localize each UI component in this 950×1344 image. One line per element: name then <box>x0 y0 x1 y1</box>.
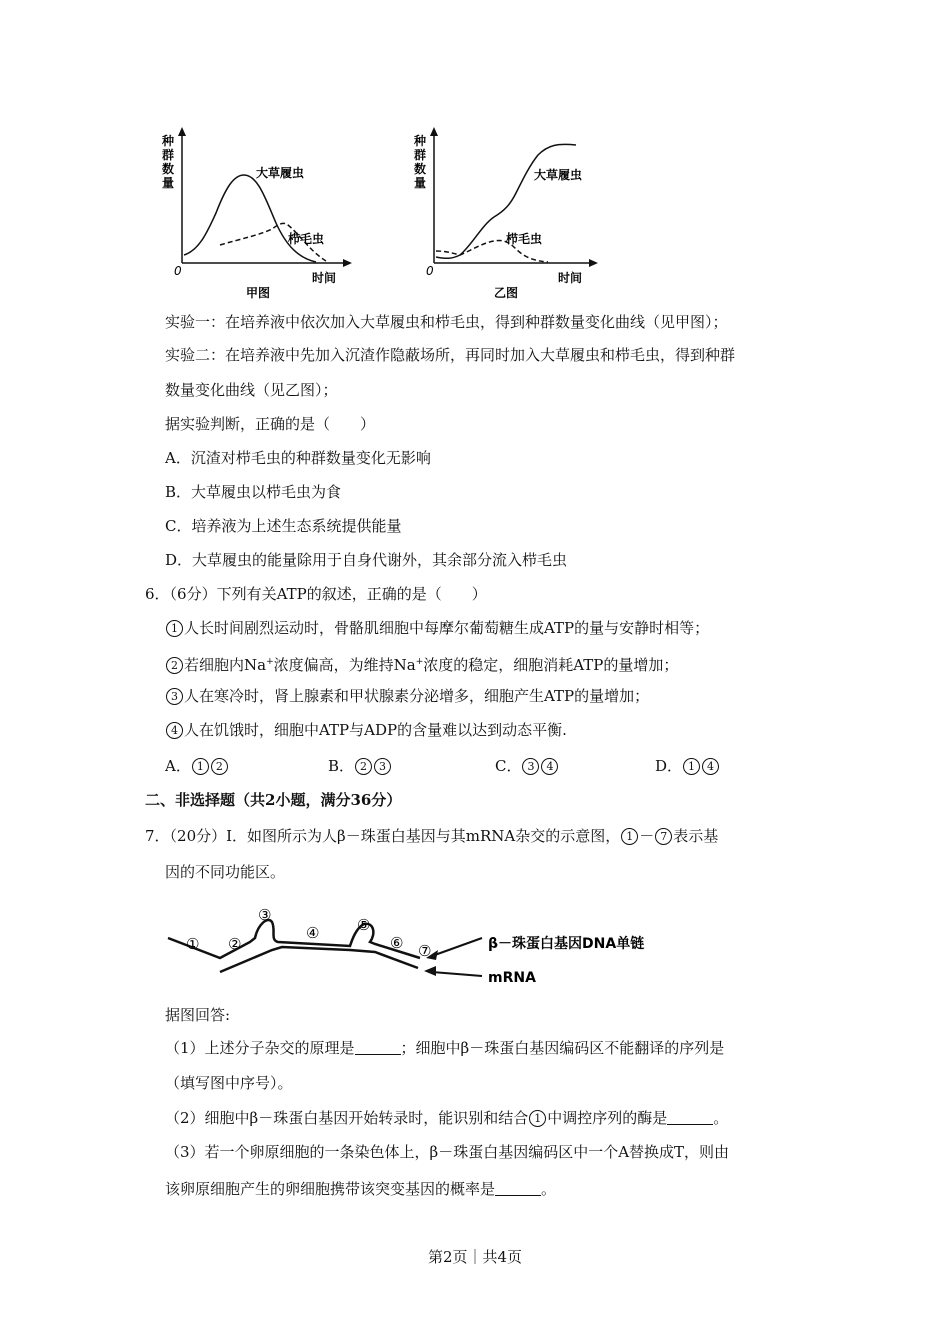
q7-stem-line2: 因的不同功能区。 <box>165 863 286 881</box>
answer-blank[interactable] <box>495 1181 541 1196</box>
q6-stem: 6．（6分）下列有关ATP的叙述，正确的是（ ） <box>145 585 487 603</box>
circled-number: 2 <box>211 758 228 775</box>
q6-item-1-text: 人长时间剧烈运动时，骨骼肌细胞中每摩尔葡萄糖生成ATP的量与安静时相等； <box>184 619 710 637</box>
dna-strand <box>168 920 420 958</box>
q7-part-1-line2: （填写图中序号）。 <box>165 1074 293 1092</box>
q7-part-1-text-a: （1）上述分子杂交的原理是 <box>165 1039 355 1057</box>
option-letter: C． <box>495 757 522 775</box>
circled-number: 1 <box>683 758 700 775</box>
q7-stem-line1 <box>145 826 718 846</box>
q7-part-2 <box>165 1108 728 1128</box>
mrna-strand <box>220 947 418 972</box>
chart-b-series-label-paramecium: 大草履虫 <box>534 168 583 182</box>
chart-b-ylabel-2: 群 <box>414 148 427 162</box>
answer-blank[interactable] <box>355 1040 401 1055</box>
region-label-3: ③ <box>258 906 272 924</box>
chart-a-curve-paramecium <box>184 175 316 262</box>
q6-item-2 <box>165 652 678 675</box>
q7-part-1-text-b: ；细胞中β－珠蛋白基因编码区不能翻译的序列是 <box>400 1039 725 1057</box>
circled-number: 4 <box>541 758 558 775</box>
q7-part-2-text-a: （2）细胞中β－珠蛋白基因开始转录时，能识别和结合 <box>165 1109 529 1127</box>
chart-a-origin: 0 <box>174 264 182 278</box>
q7-answer-intro: 据图回答: <box>165 1006 231 1024</box>
circled-number: 2 <box>166 657 183 674</box>
q5-option-b: B．大草履虫以栉毛虫为食 <box>165 483 342 501</box>
circled-number: 1 <box>621 828 638 845</box>
gene-diagram <box>160 900 670 995</box>
superscript: + <box>415 657 424 667</box>
q5-option-d: D．大草履虫的能量除用于自身代谢外，其余部分流入栉毛虫 <box>165 551 568 569</box>
q5-experiment-2-line1: 实验二：在培养液中先加入沉渣作隐蔽场所，再同时加入大草履虫和栉毛虫，得到种群 <box>165 346 736 364</box>
chart-b-ylabel-3: 数 <box>414 162 427 176</box>
circled-number: 7 <box>655 828 672 845</box>
q5-experiment-2-line2: 数量变化曲线（见乙图）； <box>165 381 338 399</box>
q6-item-3-text: 人在寒冷时，肾上腺素和甲状腺素分泌增多，细胞产生ATP的量增加； <box>184 687 650 705</box>
chart-b-ylabel-4: 量 <box>414 176 427 190</box>
chart-b-xlabel: 时间 <box>558 271 583 285</box>
circled-number: 3 <box>522 758 539 775</box>
chart-b-figure <box>412 125 612 300</box>
circled-number: 1 <box>529 1110 546 1127</box>
q6-option-d <box>655 756 720 776</box>
chart-a-figure <box>160 125 360 300</box>
q5-option-c: C．培养液为上述生态系统提供能量 <box>165 517 402 535</box>
option-letter: D． <box>655 757 683 775</box>
circled-number: 1 <box>192 758 209 775</box>
circled-number: 4 <box>166 722 183 739</box>
q7-stem-text-b: 表示基 <box>673 827 719 845</box>
q6-item-2-text-c: 浓度的稳定，细胞消耗ATP的量增加； <box>423 656 679 674</box>
region-label-2: ② <box>228 935 242 953</box>
mrna-label: mRNA <box>488 970 536 986</box>
q6-item-3 <box>165 686 649 706</box>
q7-part-2-text-c: 。 <box>713 1109 729 1127</box>
q7-stem-text: 7．（20分）Ⅰ．如图所示为人β－珠蛋白基因与其mRNA杂交的示意图， <box>145 827 621 845</box>
q5-option-a: A．沉渣对栉毛虫的种群数量变化无影响 <box>165 449 431 467</box>
q5-stem: 据实验判断，正确的是（ ） <box>165 415 376 433</box>
q6-item-2-text-b: 浓度偏高，为维持Na <box>273 656 416 674</box>
q7-part-3-line1: （3）若一个卵原细胞的一条染色体上，β－珠蛋白基因编码区中一个A替换成T，则由 <box>165 1143 730 1161</box>
q5-experiment-1: 实验一：在培养液中依次加入大草履虫和栉毛虫，得到种群数量变化曲线（见甲图）； <box>165 313 728 331</box>
q6-option-a <box>165 756 229 776</box>
chart-b-ylabel-1: 种 <box>414 134 427 148</box>
answer-blank[interactable] <box>667 1110 713 1125</box>
q6-option-c <box>495 756 559 776</box>
chart-a-caption: 甲图 <box>246 286 271 300</box>
chart-b-caption: 乙图 <box>494 286 519 300</box>
section-heading: 二、非选择题（共2小题，满分36分） <box>145 791 402 809</box>
chart-a-xlabel: 时间 <box>312 271 337 285</box>
chart-a-ylabel-4: 量 <box>162 176 175 190</box>
chart-a-ylabel-2: 群 <box>162 148 175 162</box>
region-label-4: ④ <box>306 924 320 942</box>
q7-part-3-line2 <box>165 1179 556 1199</box>
circled-number: 1 <box>166 620 183 637</box>
chart-b-origin: 0 <box>426 264 434 278</box>
q6-item-2-text-a: 若细胞内Na <box>184 656 267 674</box>
q7-part-3-text-c: 。 <box>541 1180 557 1198</box>
q7-part-2-text-b: 中调控序列的酶是 <box>547 1109 668 1127</box>
chart-a-series-label-didinium: 栉毛虫 <box>288 232 325 246</box>
circled-number: 4 <box>702 758 719 775</box>
region-label-5: ⑤ <box>357 916 371 934</box>
region-label-7: ⑦ <box>418 942 432 960</box>
chart-b-series-label-didinium: 栉毛虫 <box>506 232 543 246</box>
dna-strand-label: β－珠蛋白基因DNA单链 <box>488 936 645 952</box>
chart-a-ylabel-3: 数 <box>162 162 175 176</box>
chart-a-series-label-paramecium: 大草履虫 <box>256 166 305 180</box>
circled-number: 3 <box>374 758 391 775</box>
circled-number: 3 <box>166 688 183 705</box>
q6-item-4 <box>165 720 567 740</box>
q6-item-4-text: 人在饥饿时，细胞中ATP与ADP的含量难以达到动态平衡. <box>184 721 567 739</box>
option-letter: A． <box>165 757 191 775</box>
q6-option-b <box>328 756 392 776</box>
superscript: + <box>266 657 274 667</box>
chart-a-ylabel-1: 种 <box>162 134 175 148</box>
q7-part-3-text-b: 该卵原细胞产生的卵细胞携带该突变基因的概率是 <box>165 1180 496 1198</box>
region-label-6: ⑥ <box>390 934 404 952</box>
q7-stem-dash: － <box>639 827 655 845</box>
q6-item-1 <box>165 618 709 638</box>
q7-part-1-line1 <box>165 1038 724 1058</box>
option-letter: B． <box>328 757 355 775</box>
page-footer: 第2页｜共4页 <box>427 1248 523 1266</box>
circled-number: 2 <box>355 758 372 775</box>
region-label-1: ① <box>186 935 200 953</box>
